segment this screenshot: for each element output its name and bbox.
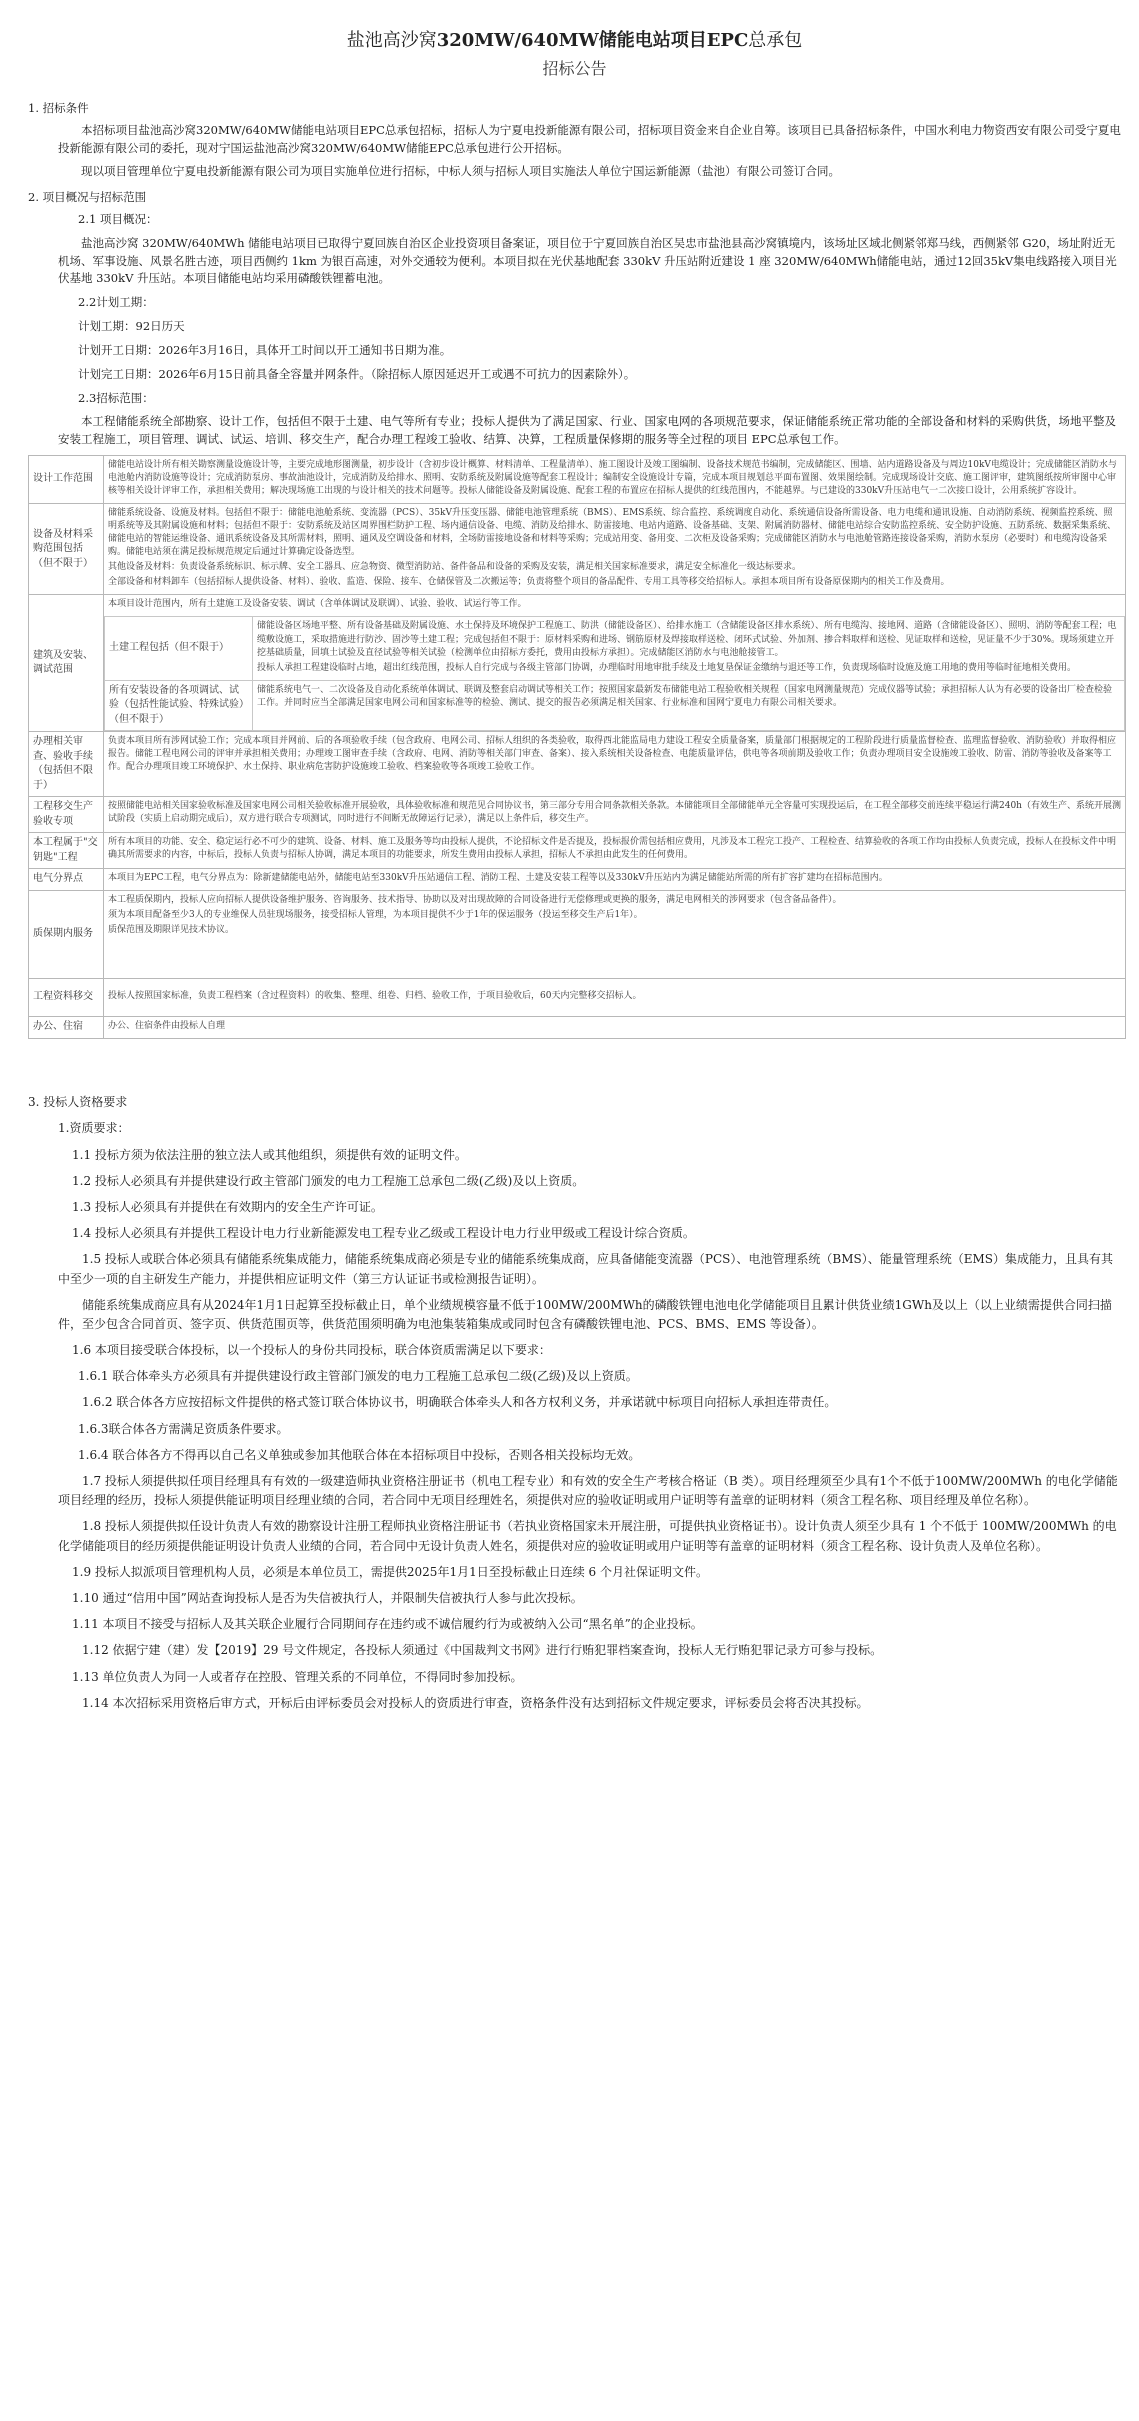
paragraph: 1.6.1 联合体牵头方必须具有并提供建设行政主管部门颁发的电力工程施工总承包二级(乙级)及以上资质。: [78, 1369, 638, 1384]
qualification-section: [28, 1093, 1121, 1713]
row-category: 办理相关审查、验收手续（包括但不限于）: [29, 732, 104, 797]
paragraph: 1.6.4 联合体各方不得再以自己名义单独或参加其他联合体在本招标项目中投标，否则各相关投标均无效。: [78, 1447, 641, 1462]
row-category: 本工程属于"交钥匙"工程: [29, 833, 104, 869]
paragraph: 1.1 投标方须为依法注册的独立法人或其他组织，须提供有效的证明文件。: [72, 1147, 467, 1162]
row-category: 工程移交生产验收专项: [29, 797, 104, 833]
row-content: 本项目设计范围内，所有土建施工及设备安装、调试（含单体调试及联调）、试验、验收、试运行等工作。 土建工程包括（但不限于） 储能设备区场地平整、所有设备基础及附属设施、水土保持及环境保护工程施工、防洪（储能设备区）、给排水施工（含储能设备区排水系统）、所有电缆沟、接地网、道路（含储能设备区）、照明、消防等配套工程；电缆敷设施工，采取措施进行防沙、固沙等土建工程；完成包括但不限于：原材料采购和进场、钢筋原材及焊接取样送检、闭环式试验、外加剂、掺合料取样和送检、见证取样和送检，见证量不少于30%。现场须建立开挖基础质量，回填土试验及直径试验等相关试验（检测单位由招标方委托，费用由投标方承担）。完成储能区消防水与电池舱接管工。 投标人承担工程建设临时占地，超出红线范围，投标人自行完成与各级主管部门协调，办理临时用地审批手续及土地复垦保证金缴纳与退还等工作，负责现场临时设施及施工用地的费用等临时征地相关费用。 所有安装设备的各项调试、试验（包括性能试验、特殊试验）（但不限于） 储能系统电气一、二次设备及自动化系统单体调试、联调及整套启动调试等相关工作；按照国家最新发布储能电站工程验收相关规程（国家电网测量规范）完成仪器等试验；承担招标人认为有必要的设备出厂检查检验工作。并同时应当全部满足国家电网公司和国家标准等的检验、测试、提交的报告必须满足相关国家、行业标准和国网宁夏电力有限公司相关要求。: [104, 595, 1126, 732]
row-category: 办公、住宿: [29, 1017, 104, 1039]
doc-title: 盐池高沙窝320MW/640MW储能电站项目EPC总承包: [346, 30, 803, 51]
paragraph: 计划完工日期：2026年6月15日前具备全容量并网条件。（除招标人原因延迟开工或遇不可抗力的因素除外）。: [78, 366, 636, 381]
table-row: [29, 732, 1126, 797]
table-row: [29, 979, 1126, 1017]
row-content: 本工程质保期内，投标人应向招标人提供设备维护服务、咨询服务、技术指导、协助以及对出现故障的合同设备进行无偿修理或更换的服务，满足电网相关的涉网要求（包含备品备件）。 须为本项目配备至少3人的专业维保人员驻现场服务，接受招标人管理，为本项目提供不少于1年的保运服务（投运至移交生产后1年）。 质保范围及期限详见技术协议。: [104, 891, 1126, 979]
row-category: 建筑及安装、调试范围: [29, 595, 104, 732]
table-row: [29, 891, 1126, 979]
section-heading: 1. 招标条件: [28, 100, 89, 115]
table-row: [29, 797, 1126, 833]
row-category: 设计工作范围: [29, 455, 104, 503]
row-content: 储能系统设备、设施及材料。包括但不限于：储能电池舱系统、变流器（PCS）、35kV升压变压器、储能电池管理系统（BMS）、EMS系统、综合监控、系统调度自动化、系统通信设备所需设备、电力电缆和通讯设施、自动消防系统、视频监控系统、照明系统等及其附属设施和材料；包括但不限于：安防系统及站区周界围栏防护工程、场内通信设备、电缆、消防及给排水、防雷接地、电站内道路、设备基础、支架、附属消防器材、储能电站综合安防监控系统、安全防护设施、五防系统、数据采集系统、储能电站的智能运维设备、通讯系统设备及其所需材料，照明、通风及空调设备和材料，全场防雷接地设备和材料等采购；完成站用变、备用变、二次柜及设备采购；完成储能区消防水与电池舱管路连接设备采购，消防水泵房（必要时）和电缆沟设备采购。储能电站须在满足投标规范规定后通过计算确定设备选型。 其他设备及材料：负责设备系统标识、标示牌、安全工器具、应急物资、微型消防站、备件备品和设备的采购及安装，满足相关国家标准要求，满足安全标准化一级达标要求。 全部设备和材料卸车（包括招标人提供设备、材料）、验收、监造、保险、接车、仓储保管及二次搬运等；负责将整个项目的备品配件、专用工具等移交给招标人。承担本项目所有设备原保期内的相关工作及费用。: [104, 504, 1126, 595]
paragraph: 1.13 单位负责人为同一人或者存在控股、管理关系的不同单位，不得同时参加投标。: [72, 1669, 523, 1684]
row-content: 负责本项目所有涉网试验工作；完成本项目并网前、后的各项验收手续（包含政府、电网公司、招标人组织的各类验收，取得西北能监局电力建设工程安全质量备案，质量部门根据规定的工程阶段进行质量监督检查、监理监督验收、消防验收）并取得相应报告。储能工程电网公司的评审并承担相关费用；办理竣工图审查手续（含政府、电网、消防等相关部门审查、备案）、接入系统相关设备检查、电能质量评估，供电等各项前期及验收工作；负责办理项目安全设施竣工验收、防雷、消防等验收及备案等工作。配合办理项目竣工环境保护、水土保持、职业病危害防护设施竣工验收、档案验收等各项竣工验收工作。: [104, 732, 1126, 797]
row-category: 质保期内服务: [29, 891, 104, 979]
paragraph: 1.4 投标人必须具有并提供工程设计电力行业新能源发电工程专业乙级或工程设计电力行业甲级或工程设计综合资质。: [72, 1226, 695, 1241]
paragraph: 1.14 本次招标采用资格后审方式，开标后由评标委员会对投标人的资质进行审查，资格条件没有达到招标文件规定要求，评标委员会将否决其投标。: [82, 1695, 869, 1710]
row-content: 所有本项目的功能、安全、稳定运行必不可少的建筑、设备、材料、施工及服务等均由投标人提供，不论招标文件是否提及，投标报价需包括相应费用，凡涉及本工程完工投产、工程检查、结算验收的各项工作均由投标人负责完成，投标人在投标文件中明确其所需要求的内容，中标后，投标人负责与招标人协调，满足本项目的功能要求，所发生费用由投标人承担，招标人不承担由此发生的任何费用。: [104, 833, 1126, 869]
scope-table: [28, 455, 1126, 1039]
paragraph: 1.7 投标人须提供拟任项目经理具有有效的一级建造师执业资格注册证书（机电工程专业）和有效的安全生产考核合格证（B 类）。项目经理须至少具有1个不低于100MW/200MWh 的电化学储能项目经理的经历，投标人须提供能证明项目经理业绩的合同，若合同中无项目经理姓名，须提供对应的验收证明或用户证明等有盖章的证明材料（须含工程名称、项目经理及单位名称）。: [58, 1474, 1118, 1508]
row-content: 办公、住宿条件由投标人自理: [104, 1017, 1126, 1039]
section-heading: 2. 项目概况与招标范围: [28, 190, 147, 205]
table-row: [29, 833, 1126, 869]
paragraph: 1.6.3联合体各方需满足资质条件要求。: [78, 1421, 289, 1436]
doc-subtitle: 招标公告: [542, 59, 607, 79]
row-content: 按照储能电站相关国家验收标准及国家电网公司相关验收标准开展验收，具体验收标准和规范见合同协议书，第三部分专用合同条款相关条款。本储能项目全部储能单元全容量可实现投运后，在工程全部移交前连续平稳运行满240h（有效生产、系统开展测试阶段（实质上启动期完成后），双方进行联合专项测试，同时进行不间断无故障运行记录），满足以上条件后，移交生产。: [104, 797, 1126, 833]
row-content: 投标人按照国家标准，负责工程档案（含过程资料）的收集、整理、组卷、归档、验收工作，于项目验收后，60天内完整移交招标人。: [104, 979, 1126, 1017]
sub-heading: 1.资质要求：: [58, 1121, 130, 1136]
row-category: 电气分界点: [29, 869, 104, 891]
table-row: [29, 1017, 1126, 1039]
inner-table: [104, 616, 1125, 731]
section-heading: 3. 投标人资格要求: [28, 1095, 128, 1110]
paragraph: 1.3 投标人必须具有并提供在有效期内的安全生产许可证。: [72, 1199, 383, 1214]
paragraph: 1.6.2 联合体各方应按招标文件提供的格式签订联合体协议书，明确联合体牵头人和各方权利义务，并承诺就中标项目向招标人承担连带责任。: [82, 1395, 837, 1410]
paragraph: 本工程储能系统全部勘察、设计工作，包括但不限于土建、电气等所有专业；投标人提供为了满足国家、行业、国家电网的各项规范要求，保证储能系统正常功能的全部设备和材料的采购供货，场地平整及安装工程施工，项目管理、调试、试运、培训、移交生产，配合办理工程竣工验收、结算、决算，工程质量保修期的服务等全过程的项目 EPC总承包工作。: [58, 414, 1116, 447]
paragraph: 盐池高沙窝 320MW/640MWh 储能电站项目已取得宁夏回族自治区企业投资项目备案证，项目位于宁夏回族自治区吴忠市盐池县高沙窝镇境内，该场址区域北侧紧邻郑马线，西侧紧邻 G20，场址附近无机场、军事设施、风景名胜古迹，项目西侧约 1km 为银百高速，对外交通较为便利。本项目拟在光伏基地配套 330kV 升压站附近建设 1 座 320MW/640MWh储能电站，通过12回35kV集电线路接入项目光伏基地 330kV 升压站。本项目储能电站均采用磷酸铁锂蓄电池。: [58, 235, 1117, 286]
paragraph: 计划工期：92日历天: [78, 319, 185, 334]
paragraph: 1.9 投标人拟派项目管理机构人员，必须是本单位员工，需提供2025年1月1日至投标截止日连续 6 个月社保证明文件。: [72, 1564, 708, 1579]
paragraph: 1.8 投标人须提供拟任设计负责人有效的勘察设计注册工程师执业资格注册证书（若执业资格国家未开展注册，可提供执业资格证书）。设计负责人须至少具有 1 个不低于 100MW/200MWh 的电化学储能项目的经历须提供能证明设计负责人业绩的合同，若合同中无设计负责人姓名，须提供对应的验收证明或用户证明等有盖章的证明材料（须含工程名称、设计负责人及单位名称）。: [58, 1519, 1117, 1553]
row-category: 工程资料移交: [29, 979, 104, 1017]
sub-heading: 2.1 项目概况：: [78, 212, 158, 227]
row-category: 设备及材料采购范围包括（但不限于）: [29, 504, 104, 595]
sub-category: 所有安装设备的各项调试、试验（包括性能试验、特殊试验）（但不限于）: [105, 680, 253, 731]
sub-category: 土建工程包括（但不限于）: [105, 617, 253, 680]
row-content: 储能电站设计所有相关勘察测量设施设计等，主要完成地形图测量，初步设计（含初步设计概算、材料清单、工程量清单）、施工图设计及竣工图编制、设备技术规范书编制，完成储能区、围墙、站内道路设备及与周边10kV电缆设计；完成储能区消防水与电池舱内消防设施等设计；完成消防泵房、事故油池设计，完成消防及给排水、照明、安防系统及附属设施等配套工程设计；编制安全设施设计专篇，完成本项目规划总平面布置图、效果图绘制。完成现场设计交底、施工图评审，建筑图纸按所审图中心审核等相关设计评审工作，承担相关费用；解决现场施工出现的与设计相关的技术问题等。投标人储能设备及附属设施、配套工程的布置应在招标人提供的红线范围内，不能越界。与已建设的330kV升压站电气一二次接口设计，公用系统扩容设计。: [104, 455, 1126, 503]
paragraph: 1.11 本项目不接受与招标人及其关联企业履行合同期间存在违约或不诚信履约行为或被纳入公司“黑名单”的企业投标。: [72, 1617, 703, 1632]
paragraph: 1.5 投标人或联合体必须具有储能系统集成能力，储能系统集成商必须是专业的储能系统集成商，应具备储能变流器（PCS）、电池管理系统（BMS）、能量管理系统（EMS）集成能力，且具有其中至少一项的自主研发生产能力，并提供相应证明文件（第三方认证证书或检测报告证明）。: [58, 1252, 1113, 1286]
paragraph: 储能系统集成商应具有从2024年1月1日起算至投标截止日，单个业绩规模容量不低于100MW/200MWh的磷酸铁锂电池电化学储能项目且累计供货业绩1GWh及以上（以上业绩需提供合同扫描件，至少包含合同首页、签字页、供货范围页等，供货范围须明确为电池集装箱集成或同时包含有磷酸铁锂电池、PCS、BMS、EMS 等设备）。: [58, 1297, 1112, 1331]
paragraph: 1.6 本项目接受联合体投标，以一个投标人的身份共同投标，联合体资质需满足以下要求：: [72, 1343, 551, 1358]
table-row: [29, 504, 1126, 595]
table-row: [29, 869, 1126, 891]
sub-heading: 2.3招标范围：: [78, 390, 154, 405]
paragraph: 1.10 通过“信用中国”网站查询投标人是否为失信被执行人，并限制失信被执行人参与此次投标。: [72, 1590, 583, 1605]
paragraph: 现以项目管理单位宁夏电投新能源有限公司为项目实施单位进行招标，中标人须与招标人项目实施法人单位宁国运新能源（盐池）有限公司签订合同。: [81, 164, 840, 179]
sub-content: 储能设备区场地平整、所有设备基础及附属设施、水土保持及环境保护工程施工、防洪（储能设备区）、给排水施工（含储能设备区排水系统）、所有电缆沟、接地网、道路（含储能设备区）、照明、消防等配套工程；电缆敷设施工，采取措施进行防沙、固沙等土建工程；完成包括但不限于：原材料采购和进场、钢筋原材及焊接取样送检、闭环式试验、外加剂、掺合料取样和送检、见证取样和送检，见证量不少于30%。现场须建立开挖基础质量，回填土试验及直径试验等相关试验（检测单位由招标方委托，费用由投标方承担）。完成储能区消防水与电池舱接管工。 投标人承担工程建设临时占地，超出红线范围，投标人自行完成与各级主管部门协调，办理临时用地审批手续及土地复垦保证金缴纳与退还等工作，负责现场临时设施及施工用地的费用等临时征地相关费用。: [253, 617, 1125, 680]
sub-heading: 2.2计划工期：: [78, 295, 154, 310]
paragraph: 本招标项目盐池高沙窝320MW/640MW储能电站项目EPC总承包招标，招标人为宁夏电投新能源有限公司，招标项目资金来自企业自筹。该项目已具备招标条件，中国水利电力物资西安有限公司受宁夏电投新能源有限公司的委托，现对宁国运盐池高沙窝320MW/640MW储能EPC总承包进行公开招标。: [58, 122, 1121, 155]
table-row: [29, 595, 1126, 732]
row-content: 本项目为EPC工程，电气分界点为：除新建储能电站外，储能电站至330kV升压站通信工程、消防工程、土建及安装工程等以及330kV升压站内为满足储能站所需的所有扩容扩建均在招标范围内。: [104, 869, 1126, 891]
paragraph: 计划开工日期：2026年3月16日，具体开工时间以开工通知书日期为准。: [78, 342, 452, 357]
sub-content: 储能系统电气一、二次设备及自动化系统单体调试、联调及整套启动调试等相关工作；按照国家最新发布储能电站工程验收相关规程（国家电网测量规范）完成仪器等试验；承担招标人认为有必要的设备出厂检查检验工作。并同时应当全部满足国家电网公司和国家标准等的检验、测试、提交的报告必须满足相关国家、行业标准和国网宁夏电力有限公司相关要求。: [253, 680, 1125, 731]
paragraph: 1.12 依据宁建（建）发【2019】29 号文件规定，各投标人须通过《中国裁判文书网》进行行贿犯罪档案查询，投标人无行贿犯罪记录方可参与投标。: [82, 1643, 883, 1658]
paragraph: 1.2 投标人必须具有并提供建设行政主管部门颁发的电力工程施工总承包二级(乙级)及以上资质。: [72, 1173, 585, 1188]
table-row: [29, 455, 1126, 503]
